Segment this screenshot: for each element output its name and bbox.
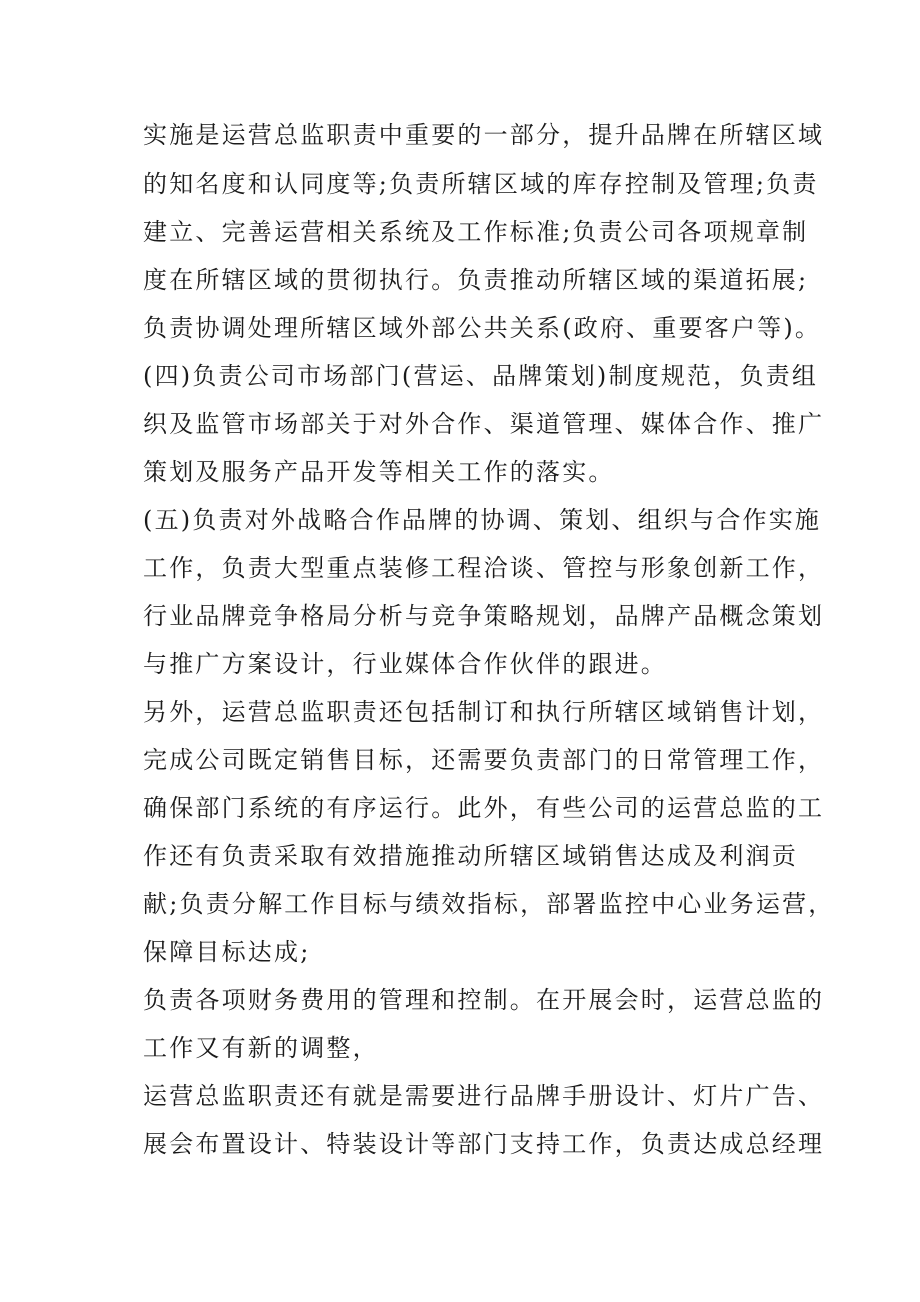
text-line: 织及监管市场部关于对外合作、渠道管理、媒体合作、推广 <box>143 410 825 438</box>
text-line: 保障目标达成; <box>143 938 311 966</box>
text-line: (四)负责公司市场部门(营运、品牌策划)制度规范，负责组 <box>143 362 819 390</box>
text-line: 献;负责分解工作目标与绩效指标，部署监控中心业务运营， <box>143 890 835 918</box>
text-line: 度在所辖区域的贯彻执行。负责推动所辖区域的渠道拓展; <box>143 266 809 294</box>
text-line: 完成公司既定销售目标，还需要负责部门的日常管理工作， <box>143 746 825 774</box>
text-line: 运营总监职责还有就是需要进行品牌手册设计、灯片广告、 <box>143 1082 825 1110</box>
text-line: 另外，运营总监职责还包括制订和执行所辖区域销售计划， <box>143 698 825 726</box>
text-line: 策划及服务产品开发等相关工作的落实。 <box>143 458 615 486</box>
text-line: (五)负责对外战略合作品牌的协调、策划、组织与合作实施 <box>143 506 822 534</box>
text-line: 工作又有新的调整， <box>143 1034 379 1062</box>
text-line: 工作，负责大型重点装修工程洽谈、管控与形象创新工作， <box>143 554 825 582</box>
text-line: 的知名度和认同度等;负责所辖区域的库存控制及管理;负责 <box>143 170 819 198</box>
text-line: 展会布置设计、特装设计等部门支持工作，负责达成总经理 <box>143 1130 825 1158</box>
text-line: 行业品牌竞争格局分析与竞争策略规划，品牌产品概念策划 <box>143 602 825 630</box>
text-line: 作还有负责采取有效措施推动所辖区域销售达成及利润贡 <box>143 842 798 870</box>
text-line: 负责协调处理所辖区域外部公共关系(政府、重要客户等)。 <box>143 314 822 342</box>
text-line: 确保部门系统的有序运行。此外，有些公司的运营总监的工 <box>143 794 825 822</box>
text-line: 建立、完善运营相关系统及工作标准;负责公司各项规章制 <box>143 218 809 246</box>
text-line: 与推广方案设计，行业媒体合作伙伴的跟进。 <box>143 650 667 678</box>
text-line: 实施是运营总监职责中重要的一部分，提升品牌在所辖区域 <box>143 121 825 149</box>
text-line: 负责各项财务费用的管理和控制。在开展会时，运营总监的 <box>143 986 825 1014</box>
